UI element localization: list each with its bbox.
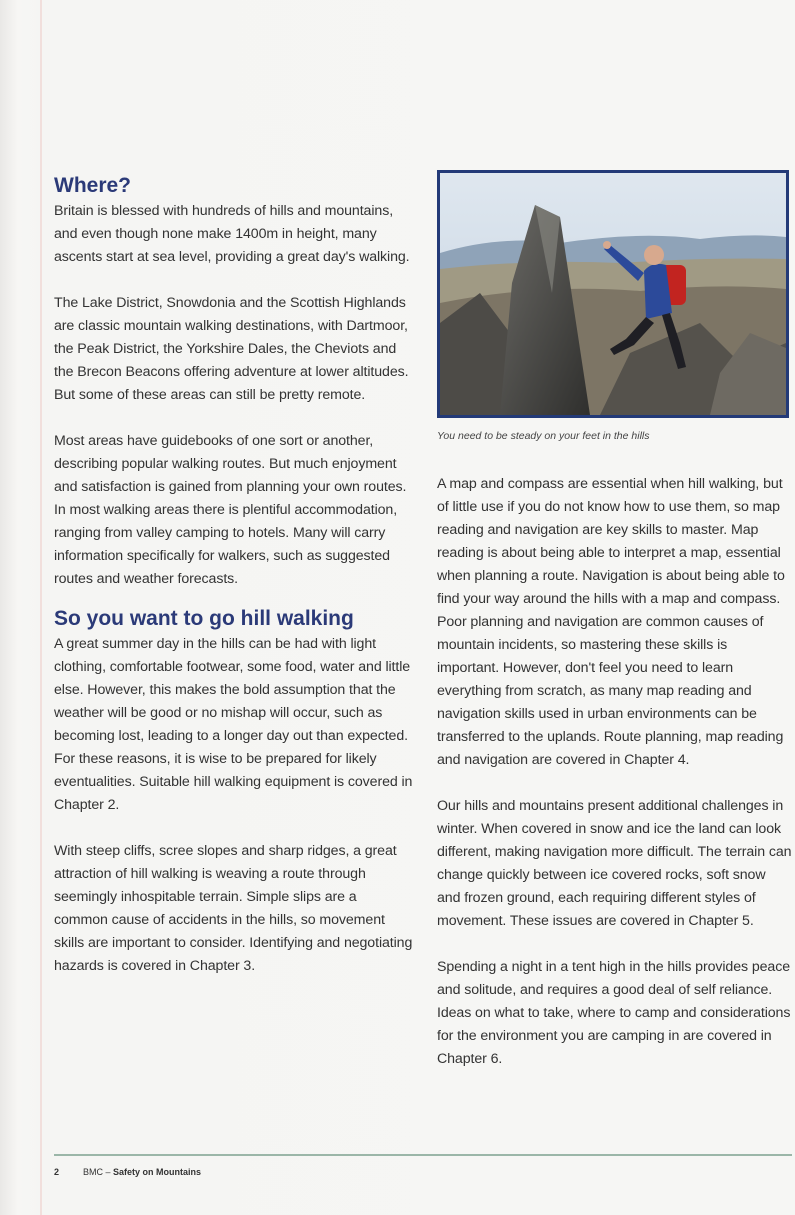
footer-publisher: BMC – [83,1167,114,1177]
spine-shadow [40,0,42,1215]
right-paragraph-3: Spending a night in a tent high in the hills provides peace and solitude, and requires a good deal of self reliance. Ideas on what to take, where to camp and considerations for the environment you are camping in are covered in Chapter 6. [437,959,791,1067]
heading-hill-walking: So you want to go hill walking [54,607,354,630]
hiker-on-rocks-image [440,173,786,415]
where-paragraph-3: Most areas have guidebooks of one sort or another, describing popular walking routes. But much enjoyment and satisfaction is gained from planning your own routes. In most walking areas there is plentiful accommodation, ranging from valley camping to hotels. Many will carry information specifically for walkers, such as suggested routes and weather forecasts. [54,433,407,587]
left-column [54,170,414,978]
hiker-photo [437,170,789,418]
photo-caption: You need to be steady on your feet in the hills [437,430,650,442]
right-paragraph-2: Our hills and mountains present additional challenges in winter. When covered in snow and ice the land can look different, making navigation more difficult. The terrain can change quickly between ice covered rocks, soft snow and frozen ground, each requiring different styles of movement. These issues are covered in Chapter 5. [437,798,792,929]
footer-rule [54,1154,792,1156]
page-number: 2 [54,1167,60,1177]
hill-paragraph-2: With steep cliffs, scree slopes and sharp ridges, a great attraction of hill walking is weaving a route through seemingly inhospitable terrain. Simple slips are a common cause of accidents in the hills, so movement skills are important to consider. Identifying and negotiating hazards is covered in Chapter 3. [54,843,413,974]
where-paragraph-2: The Lake District, Snowdonia and the Scottish Highlands are classic mountain walking destinations, with Dartmoor, the Peak District, the Yorkshire Dales, the Cheviots and the Brecon Beacons offering adventure at lower altitudes. But some of these areas can still be pretty remote. [54,295,409,403]
heading-where: Where? [54,174,132,197]
hill-paragraph-1: A great summer day in the hills can be had with light clothing, comfortable footwear, some food, water and little else. However, this makes the bold assumption that the weather will be good or no mishap will occur, such as becoming lost, leading to a longer day out than expected. For these reasons, it is wise to be prepared for likely eventualities. Suitable hill walking equipment is covered in Chapter 2. [54,636,413,813]
right-column [437,170,792,1071]
right-paragraph-1: A map and compass are essential when hill walking, but of little use if you do not know how to use them, so map reading and navigation are key skills to master. Map reading is about being able to interpret a map, essential when planning a route. Navigation is about being able to find your way around the hills with a map and compass. Poor planning and navigation are common causes of mountain incidents, so mastering these skills is important. However, don't feel you need to learn everything from scratch, as many map reading and navigation skills used in urban environments can be transferred to the uplands. Route planning, map reading and navigation are covered in Chapter 4. [437,476,785,768]
footer-book-title: Safety on Mountains [113,1167,202,1177]
footer [54,1167,201,1177]
where-paragraph-1: Britain is blessed with hundreds of hills and mountains, and even though none make 1400m in height, many ascents start at sea level, providing a great day's walking. [54,203,410,265]
